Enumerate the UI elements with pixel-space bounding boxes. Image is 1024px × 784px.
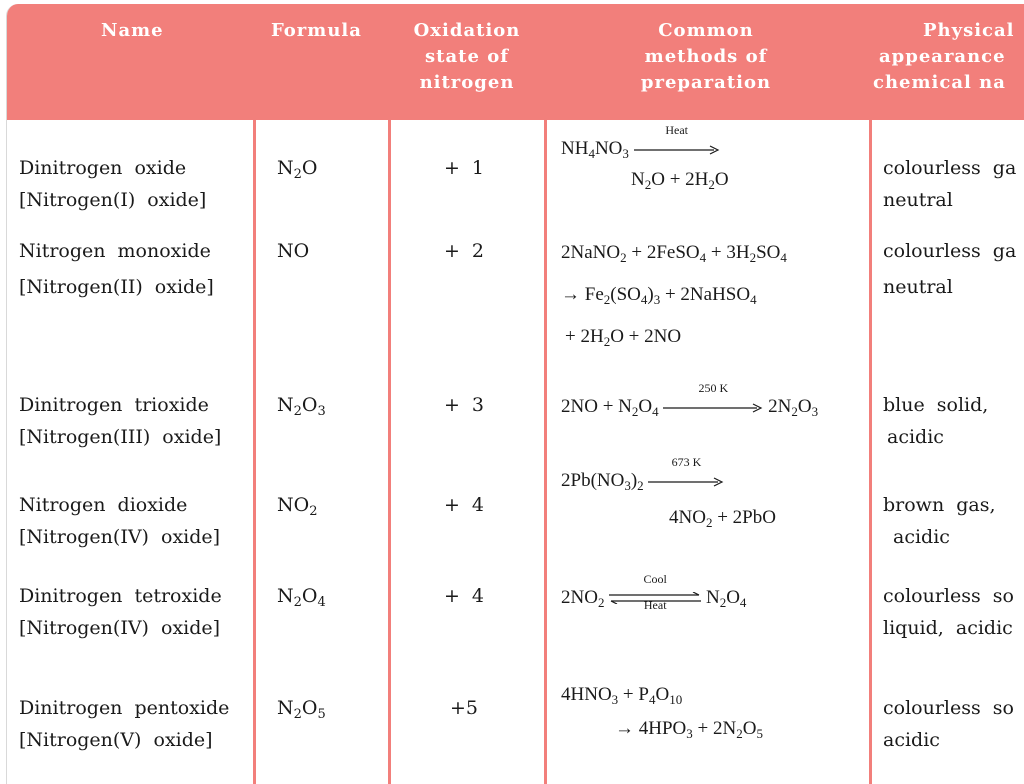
- row-3-physical: [883, 389, 988, 453]
- header-oxidation-line3: nitrogen: [419, 72, 515, 93]
- row-1-preparation-product: $N_2O + 2H_2O$: [631, 169, 729, 192]
- row-1-formula: $N_2O$: [277, 157, 318, 182]
- row-3-formula: $N_2O_3$: [277, 394, 326, 419]
- row-2-name: [19, 235, 214, 303]
- row-6-physical-line1: colourless so: [883, 697, 1014, 719]
- heat-arrow: [663, 380, 763, 419]
- row-2-physical-line1: colourless ga: [883, 240, 1017, 262]
- row-2-preparation-line3: + $2H_2O + 2NO$: [565, 326, 682, 349]
- row-3-preparation: $2NO + N_2O_4$ 250 K $2N_2O_3$: [561, 380, 819, 419]
- header-preparation-line1: Common: [658, 20, 754, 41]
- row-4-physical-line2: acidic: [893, 526, 950, 548]
- equilibrium-arrow: [609, 571, 701, 612]
- row-4-preparation-product: $4NO_2 + 2PbO$: [669, 507, 776, 530]
- arrow-label: Heat: [665, 122, 688, 137]
- oxides-table: [6, 4, 1024, 784]
- row-6-name-line1: Dinitrogen pentoxide: [19, 697, 230, 719]
- row-5-formula: $N_2O_4$: [277, 585, 326, 610]
- row-6-preparation-line2: → $4HPO_3 + 2N_2O_5$: [615, 718, 763, 741]
- heat-arrow: [648, 454, 724, 493]
- row-6-name: [19, 692, 229, 756]
- row-6-physical-line2: acidic: [883, 729, 940, 751]
- row-1-physical-line1: colourless ga: [883, 157, 1017, 179]
- row-1-oxidation: + 1: [443, 157, 485, 179]
- row-6-preparation-line1: $4HNO_3 + P_4O_{10}$: [561, 684, 683, 707]
- header-oxidation-line1: Oxidation: [413, 20, 521, 41]
- row-5-physical-line2: liquid, acidic: [883, 617, 1013, 639]
- header-formula: Formula: [271, 20, 362, 41]
- row-5-physical-line1: colourless so: [883, 585, 1014, 607]
- right-arrow-icon: [663, 403, 763, 413]
- row-2-preparation-line2: → $Fe_2(SO_4)_3$ + 2NaHSO$_4$: [561, 284, 757, 307]
- heat-arrow: [634, 122, 720, 161]
- row-3-name-line2: [Nitrogen(III) oxide]: [19, 426, 222, 448]
- row-6-physical: [883, 692, 1014, 756]
- arrow-label-top: Cool: [643, 571, 667, 586]
- row-4-oxidation: + 4: [443, 494, 485, 516]
- row-2-physical-line2: neutral: [883, 276, 953, 298]
- right-arrow-icon: [648, 477, 724, 487]
- row-2-formula: NO: [277, 240, 310, 262]
- header-preparation: [631, 18, 781, 96]
- row-3-physical-line2: acidic: [887, 426, 944, 448]
- row-3-name-line1: Dinitrogen trioxide: [19, 394, 209, 416]
- arrow-label: 250 K: [698, 380, 729, 395]
- header-preparation-line3: preparation: [640, 72, 772, 93]
- row-2-preparation-line1: 2NaNO$_2$ + 2FeSO$_4$ + $3H_2SO_4$: [561, 242, 787, 265]
- row-5-preparation: $2NO_2$ Cool Heat $N_2O_4$: [561, 571, 747, 612]
- header-physical-line2: appearance: [879, 46, 1006, 67]
- column-divider: [869, 120, 872, 784]
- column-divider: [253, 120, 256, 784]
- header-physical-line1: Physical: [923, 20, 1015, 41]
- row-2-name-line2: [Nitrogen(II) oxide]: [19, 276, 214, 298]
- header-oxidation: [405, 18, 529, 96]
- row-3-oxidation: + 3: [443, 394, 485, 416]
- row-3-physical-line1: blue solid,: [883, 394, 989, 416]
- row-5-physical: [883, 580, 1014, 644]
- row-4-name-line2: [Nitrogen(IV) oxide]: [19, 526, 221, 548]
- arrow-label: 673 K: [671, 454, 702, 469]
- header-physical-line3: chemical na: [873, 72, 1006, 93]
- header-physical: [873, 18, 1015, 96]
- table-header: [7, 4, 1024, 120]
- row-5-name: [19, 580, 222, 644]
- row-1-name-line1: Dinitrogen oxide: [19, 157, 187, 179]
- row-4-physical: [883, 489, 996, 553]
- row-2-physical: [883, 235, 1016, 303]
- row-2-oxidation: + 2: [443, 240, 485, 262]
- row-5-name-line2: [Nitrogen(IV) oxide]: [19, 617, 221, 639]
- row-4-preparation: $2Pb(NO_3)_2$ 673 K: [561, 470, 724, 493]
- row-1-name-line2: [Nitrogen(I) oxide]: [19, 189, 207, 211]
- row-1-preparation: $NH_4NO_3$ Heat: [561, 138, 720, 161]
- right-arrow-icon: [634, 145, 720, 155]
- row-5-oxidation: + 4: [443, 585, 485, 607]
- row-6-name-line2: [Nitrogen(V) oxide]: [19, 729, 213, 751]
- header-oxidation-line2: state of: [425, 46, 509, 67]
- row-4-name: [19, 489, 220, 553]
- row-6-formula: $N_2O_5$: [277, 697, 326, 722]
- row-1-name: [19, 152, 206, 216]
- column-divider: [388, 120, 391, 784]
- row-4-physical-line1: brown gas,: [883, 494, 996, 516]
- row-6-oxidation: +5: [449, 697, 478, 719]
- column-divider: [544, 120, 547, 784]
- row-3-name: [19, 389, 221, 453]
- row-2-name-line1: Nitrogen monoxide: [19, 240, 211, 262]
- row-1-physical: [883, 152, 1016, 216]
- row-4-name-line1: Nitrogen dioxide: [19, 494, 188, 516]
- row-1-physical-line2: neutral: [883, 189, 953, 211]
- header-preparation-line2: methods of: [644, 46, 768, 67]
- row-4-formula: $NO_2$: [277, 494, 318, 519]
- header-name: Name: [101, 20, 164, 41]
- row-5-name-line1: Dinitrogen tetroxide: [19, 585, 222, 607]
- arrow-label-bottom: Heat: [643, 597, 667, 612]
